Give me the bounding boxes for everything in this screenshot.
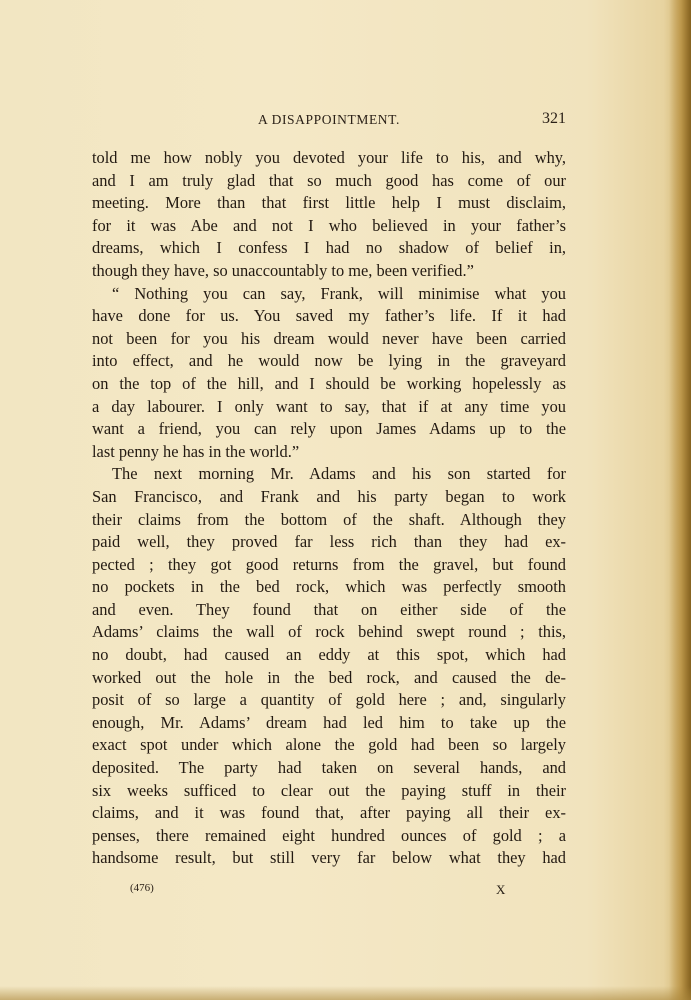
printer-code: (476) [130, 882, 154, 894]
text-line: their claims from the bottom of the shaft. Although they [92, 509, 566, 529]
text-line: Adams’ claims the wall of rock behind swept round ; this, [92, 622, 566, 642]
text-line: told me how nobly you devoted your life to his, and why, [92, 148, 566, 167]
text-line: not been for you his dream would never have been carried [92, 328, 566, 348]
body-text [92, 147, 566, 870]
text-line: dreams, which I confess I had no shadow of belief in, [92, 238, 566, 258]
text-line: posit of so large a quantity of gold here ; and, singularly [92, 690, 566, 710]
page-edge-shadow [669, 0, 691, 1000]
page-header [92, 112, 566, 132]
text-line: “ Nothing you can say, Frank, will minimise what you [112, 283, 566, 303]
text-line: claims, and it was found that, after paying all their ex- [92, 803, 566, 823]
text-line: have done for us. You saved my father’s life. If it had [92, 306, 566, 326]
text-line: want a friend, you can rely upon James Adams up to the [92, 419, 566, 439]
page-footer [92, 882, 566, 898]
text-line: though they have, so unaccountably to me, been verified.” [92, 260, 474, 280]
page-bottom-shadow [0, 986, 691, 1000]
text-line: no doubt, had caused an eddy at this spot, which had [92, 645, 566, 665]
page-number: 321 [542, 110, 566, 127]
text-line: no pockets in the bed rock, which was perfectly smooth [92, 577, 566, 597]
text-line: San Francisco, and Frank and his party began to work [92, 486, 566, 506]
text-line: handsome result, but still very far below what they had [92, 848, 566, 868]
text-line: pected ; they got good returns from the gravel, but found [92, 554, 566, 574]
signature-mark: X [496, 882, 506, 897]
text-line: penses, there remained eight hundred ounces of gold ; a [92, 825, 566, 845]
text-line: six weeks sufficed to clear out the paying stuff in their [92, 780, 566, 800]
text-line: last penny he has in the world.” [92, 441, 300, 461]
text-line: exact spot under which alone the gold had been so largely [92, 735, 566, 755]
text-line: worked out the hole in the bed rock, and caused the de- [92, 667, 566, 687]
text-line: deposited. The party had taken on several hands, and [92, 758, 566, 778]
text-line: The next morning Mr. Adams and his son started for [112, 464, 566, 484]
text-line: on the top of the hill, and I should be working hopelessly as [92, 373, 566, 393]
text-line: meeting. More than that first little help I must disclaim, [92, 193, 566, 213]
text-line: paid well, they proved far less rich than they had ex- [92, 532, 566, 552]
text-line: for it was Abe and not I who believed in your father’s [92, 215, 566, 235]
running-title: A DISAPPOINTMENT. [258, 112, 400, 127]
text-line: and I am truly glad that so much good has come of our [92, 170, 566, 190]
text-line: and even. They found that on either side of the [92, 599, 566, 619]
text-line: enough, Mr. Adams’ dream had led him to take up the [92, 712, 566, 732]
text-line: into effect, and he would now be lying in the graveyard [92, 351, 566, 371]
text-line: a day labourer. I only want to say, that if at any time you [92, 396, 566, 416]
